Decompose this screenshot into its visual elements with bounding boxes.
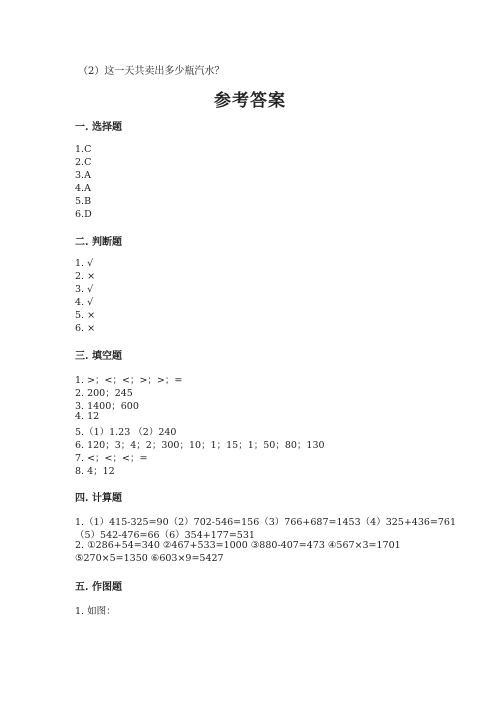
answer-line: 2. × (75, 271, 96, 282)
answer-line: 3. √ (75, 284, 94, 295)
answer-line: 2. ①286+54=340 ②467+533=1000 ③880-407=473 ④567×3=1701 (75, 540, 401, 551)
answer-line: 3.A (75, 170, 91, 181)
answer-line: 6. 120；3；4；2；300；10；1；15；1；50；80；130 (75, 440, 325, 451)
section-heading-calculation: 四. 计算题 (75, 493, 122, 504)
answer-line: 3. 1400；600 (75, 401, 139, 412)
section-heading-drawing: 五. 作图题 (75, 582, 122, 593)
answer-line: 4.A (75, 183, 91, 194)
answer-line: （5）542-476=66（6）354+177=531 (75, 530, 255, 541)
answer-line: 4. 12 (75, 411, 100, 422)
intro-question: （2）这一天共卖出多少瓶汽水？ (78, 66, 225, 77)
answer-line: 4. √ (75, 297, 94, 308)
page-title: 参考答案 (214, 91, 286, 111)
answer-line: 1.C (75, 144, 92, 155)
answer-line: 2. 200；245 (75, 388, 133, 399)
answer-line: 5.B (75, 196, 92, 207)
answer-line: 7. <；<；<；= (75, 453, 148, 464)
answer-line: 1. √ (75, 258, 94, 269)
section-heading-choice: 一. 选择题 (75, 122, 122, 133)
answer-line: 5. × (75, 310, 96, 321)
answer-line: ⑤270×5=1350 ⑥603×9=5427 (75, 553, 224, 564)
answer-line: 6.D (75, 209, 92, 220)
answer-line: 8. 4；12 (75, 466, 115, 477)
answer-line: 6. × (75, 323, 96, 334)
answer-line: 5.（1）1.23 （2）240 (75, 427, 177, 438)
section-heading-fill-in: 三. 填空题 (75, 351, 122, 362)
answer-line: 2.C (75, 157, 92, 168)
answer-line: 1. >；<；<；>；>；= (75, 375, 183, 386)
answer-line: 1.（1）415-325=90（2）702-546=156（3）766+687=1453（4）325+436=761 (75, 517, 457, 528)
section-heading-judgement: 二. 判断题 (75, 237, 122, 248)
answer-line: 1. 如图： (75, 606, 116, 617)
